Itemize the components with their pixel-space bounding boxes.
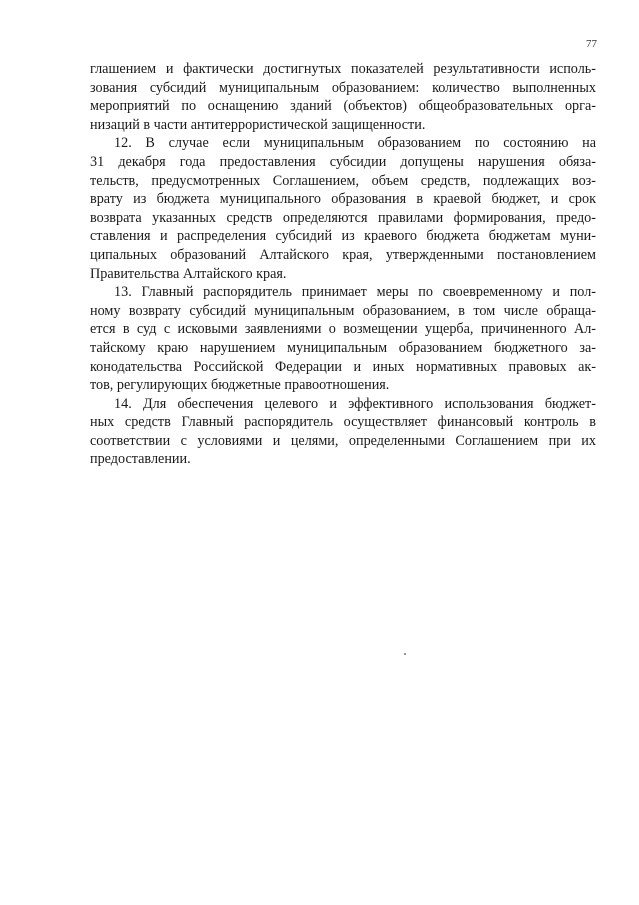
document-body	[90, 60, 596, 469]
text-line: ставления и распределения субсидий из краевого бюджета бюджетам муни-	[90, 228, 596, 245]
page-number: 77	[586, 38, 597, 50]
text-line: зования субсидий муниципальным образованием: количество выполненных	[90, 79, 596, 96]
paragraph-continuation	[90, 60, 596, 134]
text-line: 13. Главный распорядитель принимает меры по своевременному и пол-	[114, 284, 596, 301]
text-line: 31 декабря года предоставления субсидии допущены нарушения обяза-	[90, 153, 596, 170]
text-line: соответствии с условиями и целями, определенными Соглашением при их	[90, 432, 596, 449]
text-line: низаций в части антитеррористической защищенности.	[90, 116, 426, 133]
text-line: тов, регулирующих бюджетные правоотношения.	[90, 377, 390, 394]
paragraph-13	[90, 283, 596, 395]
text-line: глашением и фактически достигнутых показателей результативности исполь-	[90, 61, 596, 77]
paragraph-12	[90, 134, 596, 283]
text-line: врату из бюджета муниципального образования в краевой бюджет, и срок	[90, 191, 596, 208]
text-line: ному возврату субсидий муниципальным образованием, в том числе обраща-	[90, 302, 596, 319]
text-line: ных средств Главный распорядитель осуществляет финансовый контроль в	[90, 414, 596, 431]
text-line: тельств, предусмотренных Соглашением, объем средств, подлежащих воз-	[90, 172, 596, 189]
text-line: мероприятий по оснащению зданий (объектов) общеобразовательных орга-	[90, 98, 596, 115]
text-line: тайскому краю нарушением муниципальным образованием бюджетного за-	[90, 339, 596, 356]
text-line: возврата указанных средств определяются правилами формирования, предо-	[90, 209, 596, 226]
paragraph-14	[90, 395, 596, 469]
text-line: ется в суд с исковыми заявлениями о возмещении ущерба, причиненного Ал-	[90, 321, 596, 338]
text-line: 14. Для обеспечения целевого и эффективного использования бюджет-	[114, 395, 596, 412]
text-line: 12. В случае если муниципальным образованием по состоянию на	[114, 135, 596, 152]
scan-speck	[404, 653, 406, 655]
text-line: предоставлении.	[90, 451, 191, 468]
text-line: конодательства Российской Федерации и иных нормативных правовых ак-	[90, 358, 596, 375]
text-line: Правительства Алтайского края.	[90, 265, 287, 282]
text-line: ципальных образований Алтайского края, утвержденными постановлением	[90, 246, 596, 263]
